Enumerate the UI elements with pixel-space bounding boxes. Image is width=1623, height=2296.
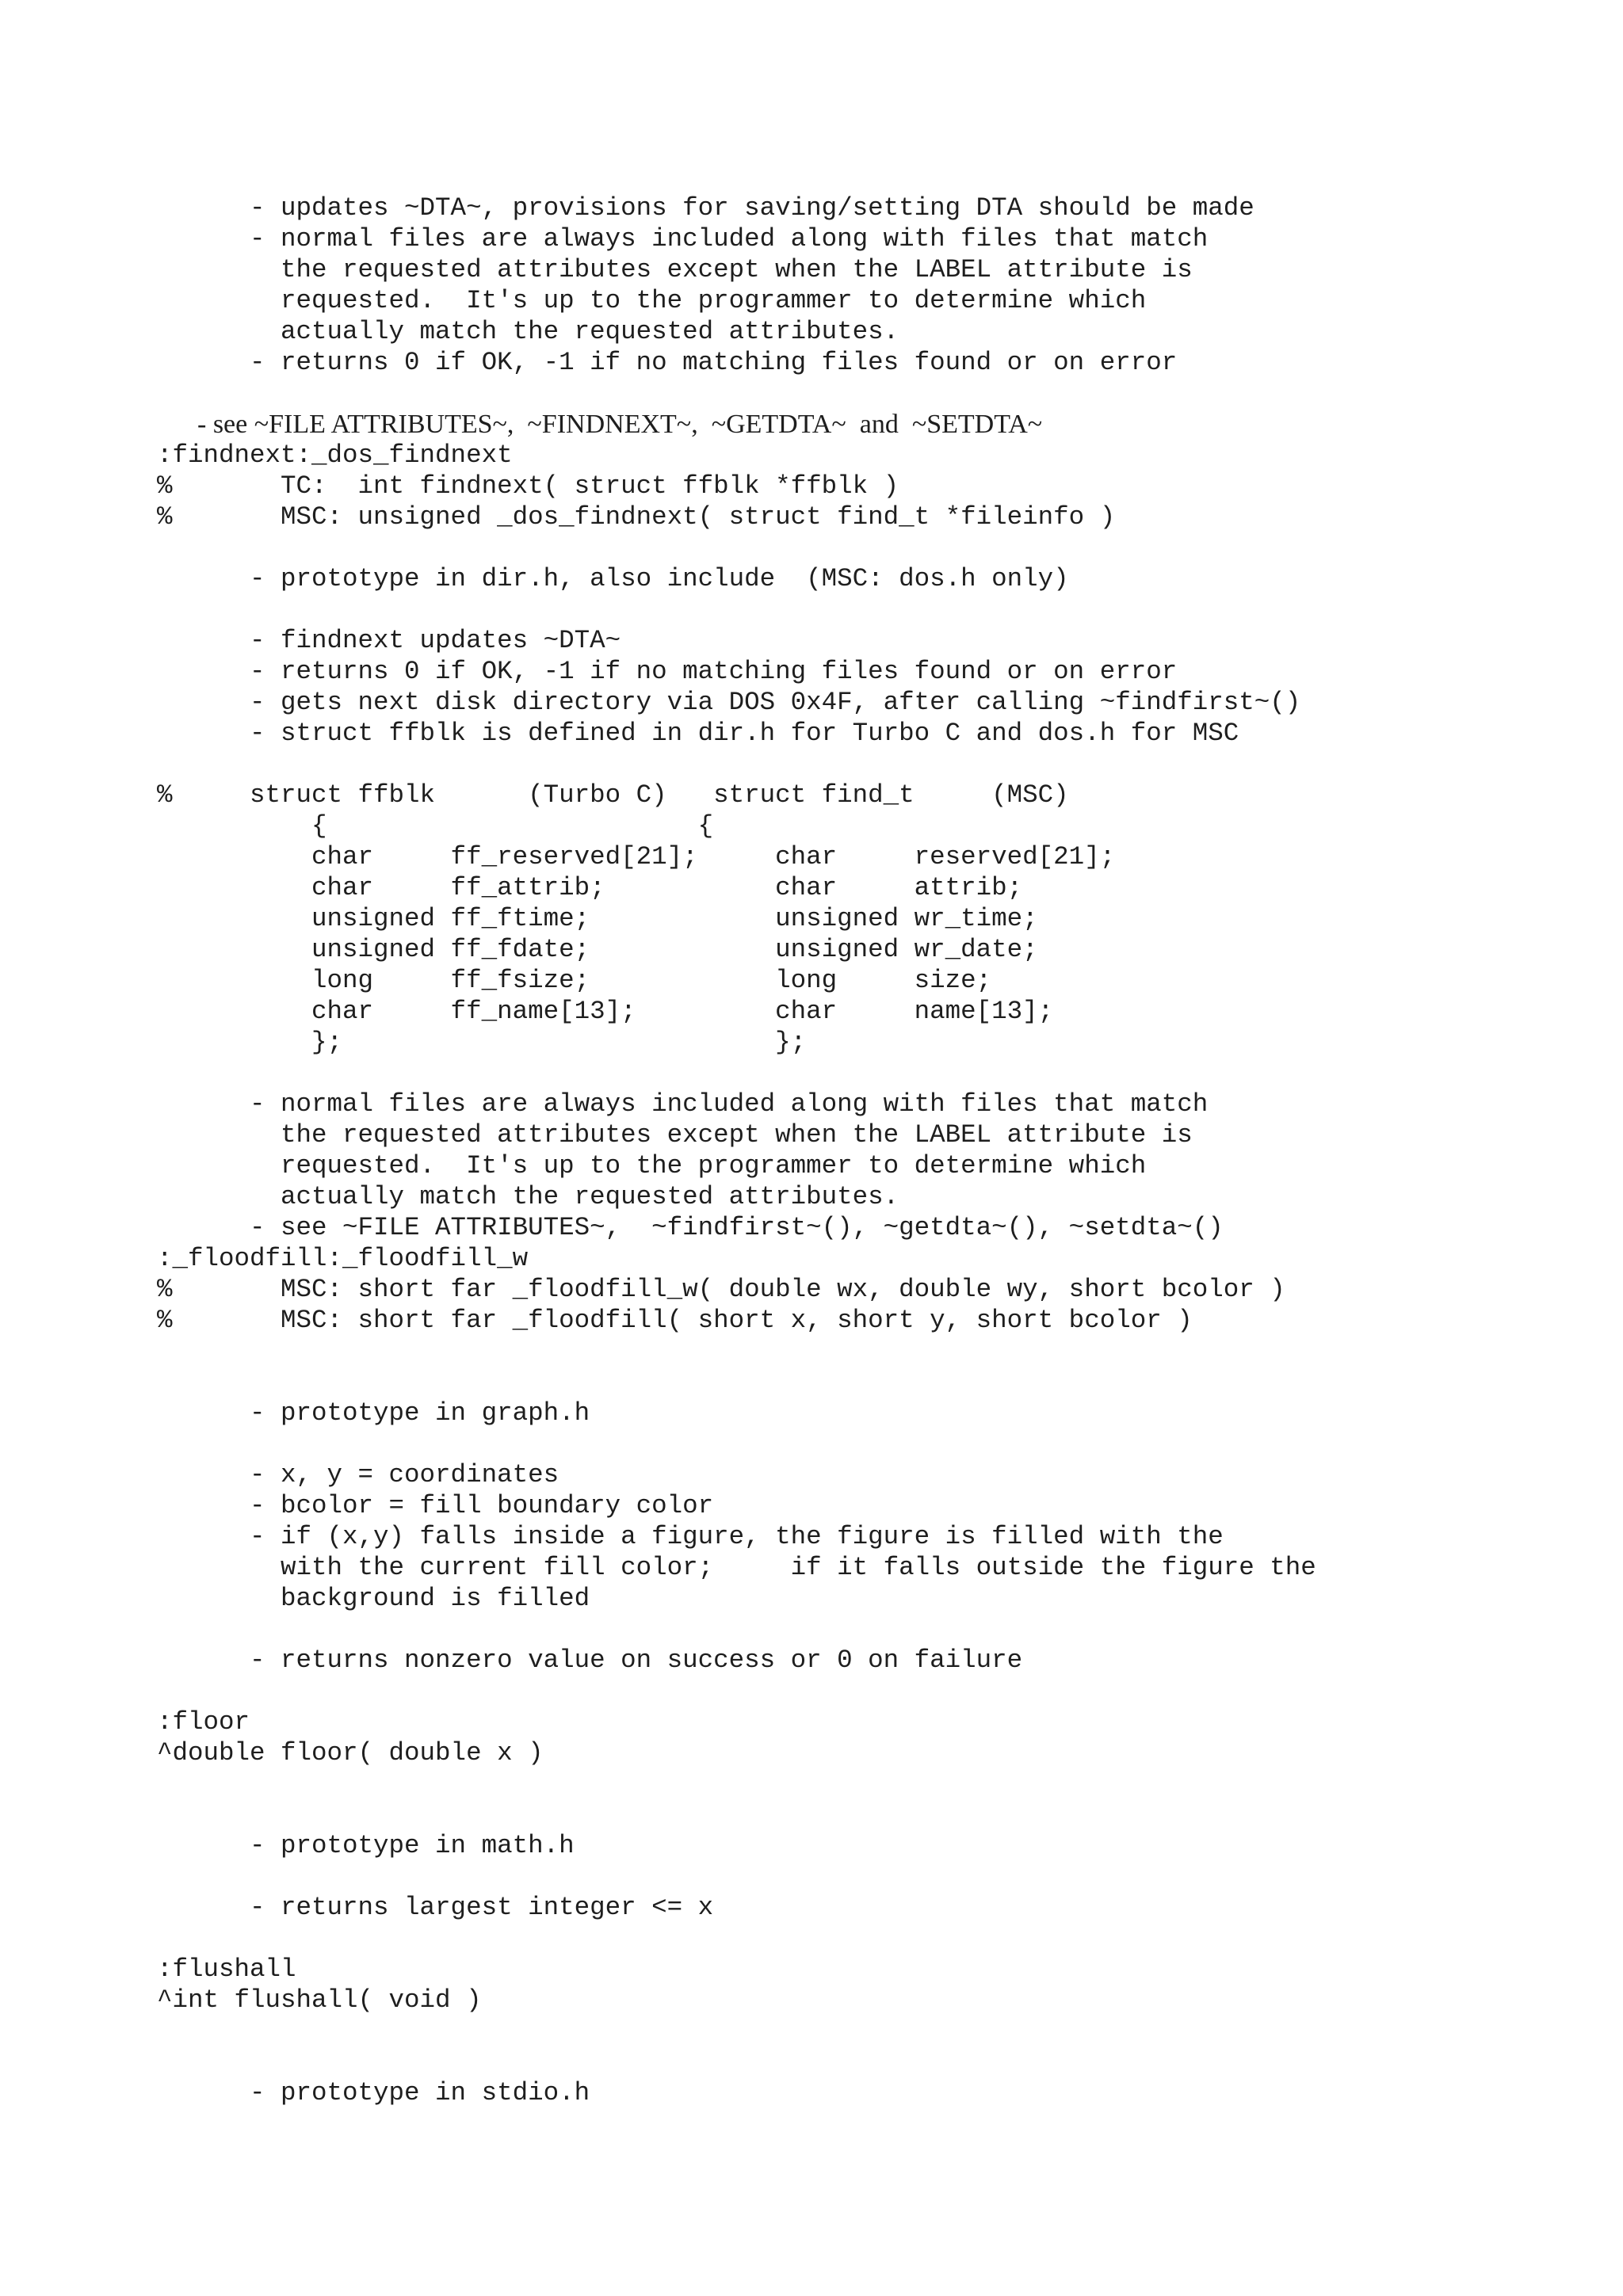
blank-line — [157, 594, 1583, 625]
text-line: - updates ~DTA~, provisions for saving/setting DTA should be made — [157, 193, 1254, 223]
struct-line: unsigned ff_fdate; unsigned wr_date; — [157, 935, 1038, 964]
blank-line — [157, 1923, 1583, 1954]
struct-header-line: % struct ffblk (Turbo C) struct find_t (MSC) — [157, 780, 1069, 810]
document-page — [157, 193, 1583, 2108]
blank-line — [157, 2016, 1583, 2046]
section-heading-flushall: :flushall — [157, 1955, 296, 1984]
text-line: - prototype in math.h — [157, 1831, 575, 1860]
text-line: - prototype in dir.h, also include (MSC: dos.h only) — [157, 564, 1069, 593]
function-signature: % MSC: short far _floodfill_w( double wx, double wy, short bcolor ) — [157, 1275, 1285, 1304]
function-signature: % MSC: short far _floodfill( short x, short y, short bcolor ) — [157, 1306, 1193, 1335]
struct-line: }; }; — [157, 1028, 807, 1057]
struct-line: unsigned ff_ftime; unsigned wr_time; — [157, 904, 1038, 933]
see-also-line: - see ~FILE ATTRIBUTES~, ~findfirst~(), ~getdta~(), ~setdta~() — [157, 1213, 1224, 1242]
text-line: - normal files are always included along with files that match — [157, 224, 1209, 254]
blank-line — [157, 1861, 1583, 1892]
section-heading-floodfill: :_floodfill:_floodfill_w — [157, 1244, 529, 1273]
function-signature: % TC: int findnext( struct ffblk *ffblk ) — [157, 471, 899, 501]
see-also-line: - see ~FILE ATTRIBUTES~, ~FINDNEXT~, ~GETDTA~ and ~SETDTA~ — [157, 410, 1043, 439]
text-line: background is filled — [157, 1584, 590, 1613]
blank-line — [157, 1058, 1583, 1089]
struct-line: char ff_reserved[21]; char reserved[21]; — [157, 842, 1116, 871]
text-line: - returns 0 if OK, -1 if no matching files found or on error — [157, 657, 1178, 686]
blank-line — [157, 1367, 1583, 1398]
blank-line — [157, 1336, 1583, 1367]
struct-line: long ff_fsize; long size; — [157, 966, 992, 995]
text-line: - prototype in graph.h — [157, 1398, 590, 1428]
text-line: - struct ffblk is defined in dir.h for Turbo C and dos.h for MSC — [157, 719, 1239, 748]
text-line: with the current fill color; if it falls outside the figure the — [157, 1553, 1316, 1582]
blank-line — [157, 532, 1583, 563]
struct-line: char ff_name[13]; char name[13]; — [157, 997, 1054, 1026]
blank-line — [157, 378, 1583, 409]
blank-line — [157, 1428, 1583, 1459]
function-signature: ^int flushall( void ) — [157, 1985, 482, 2015]
text-line: - x, y = coordinates — [157, 1460, 559, 1489]
text-line: requested. It's up to the programmer to determine which — [157, 286, 1147, 315]
text-line: - if (x,y) falls inside a figure, the figure is filled with the — [157, 1522, 1224, 1551]
blank-line — [157, 1676, 1583, 1707]
function-signature: ^double floor( double x ) — [157, 1738, 544, 1768]
blank-line — [157, 2046, 1583, 2077]
text-line: - returns 0 if OK, -1 if no matching files found or on error — [157, 348, 1178, 377]
section-heading-floor: :floor — [157, 1707, 250, 1737]
text-line: - prototype in stdio.h — [157, 2078, 590, 2107]
text-line: - gets next disk directory via DOS 0x4F, after calling ~findfirst~() — [157, 688, 1301, 717]
text-line: - normal files are always included along with files that match — [157, 1089, 1209, 1119]
blank-line — [157, 1614, 1583, 1645]
text-line: actually match the requested attributes. — [157, 317, 899, 346]
blank-line — [157, 1768, 1583, 1799]
section-heading-findnext: :findnext:_dos_findnext — [157, 441, 513, 470]
struct-line: { { — [157, 811, 714, 841]
blank-line — [157, 1799, 1583, 1830]
text-line: requested. It's up to the programmer to determine which — [157, 1151, 1147, 1180]
text-line: - findnext updates ~DTA~ — [157, 626, 621, 655]
text-line: - bcolor = fill boundary color — [157, 1491, 714, 1520]
blank-line — [157, 749, 1583, 780]
text-line: the requested attributes except when the LABEL attribute is — [157, 255, 1193, 284]
text-line: the requested attributes except when the LABEL attribute is — [157, 1120, 1193, 1150]
text-line: - returns largest integer <= x — [157, 1893, 714, 1922]
function-signature: % MSC: unsigned _dos_findnext( struct find_t *fileinfo ) — [157, 502, 1116, 532]
text-line: - returns nonzero value on success or 0 on failure — [157, 1646, 1023, 1675]
struct-line: char ff_attrib; char attrib; — [157, 873, 1023, 902]
text-line: actually match the requested attributes. — [157, 1182, 899, 1211]
